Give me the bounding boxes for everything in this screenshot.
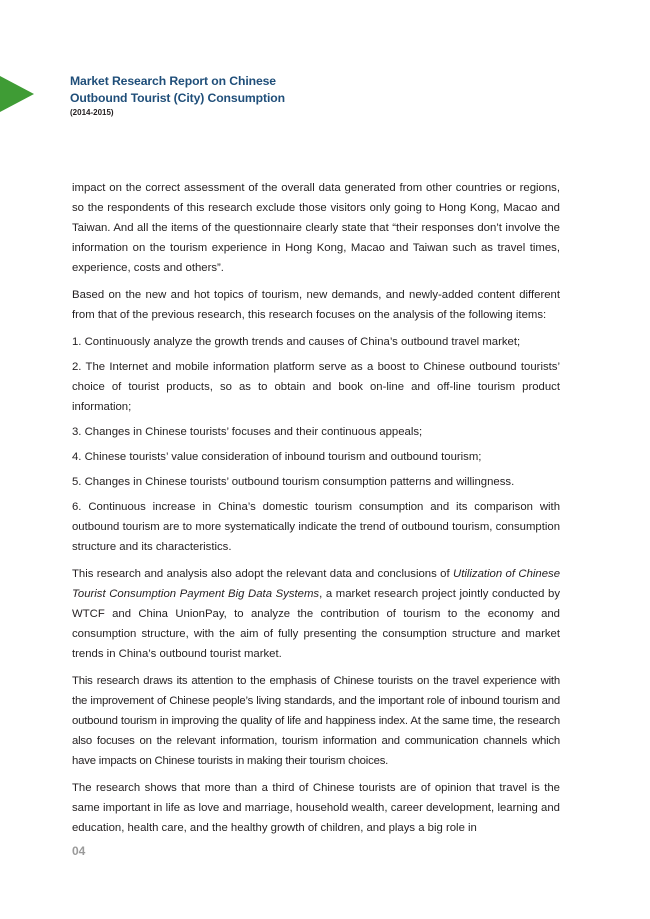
paragraph-3-text-a: This research and analysis also adopt the relevant data and conclusions of [72,568,453,580]
header-title-line-2: Outbound Tourist (City) Consumption [70,90,285,105]
paragraph-1: impact on the correct assessment of the overall data generated from other countries or regions, so the respondents of this research exclude those visitors only going to Hong Kong, Macao and Taiwan. And all the items of the questionnaire clearly state that “their responses don’t involve the information on the tourism experience in Hong Kong, Macao and Taiwan such as travel times, experience, costs and others”. [72,182,560,274]
paragraph-3 [72,564,560,664]
list-item-1: 1. Continuously analyze the growth trends and causes of China’s outbound travel market; [72,336,521,348]
page-number: 04 [72,844,86,858]
paragraph-5: The research shows that more than a third of Chinese tourists are of opinion that travel is the same important in life as love and marriage, household wealth, career development, learning and education, health care, and the healthy growth of children, and plays a big role in [72,782,560,834]
list-item-2: 2. The Internet and mobile information platform serve as a boost to Chinese outbound tourists’ choice of tourist products, so as to obtain and book on-line and off-line tourism product information; [72,361,560,413]
list-item-5: 5. Changes in Chinese tourists’ outbound tourism consumption patterns and willingness. [72,476,515,488]
paragraph-2: Based on the new and hot topics of tourism, new demands, and newly-added content different from that of the previous research, this research focuses on the analysis of the following items: [72,289,560,321]
body-text [72,178,560,845]
running-header [70,73,285,117]
paragraph-4: This research draws its attention to the emphasis of Chinese tourists on the travel experience with the improvement of Chinese people’s living standards, and the important role of inbound tourism and outbound tourism in improving the quality of life and happiness index. At the same time, the research also focuses on the relevant information, tourism information and communication channels which have impacts on Chinese tourists in making their tourism choices. [72,675,560,767]
header-title-line-1: Market Research Report on Chinese [70,74,276,88]
project-title-italic: Utilization of Chinese Tourist Consumption Payment Big Data Systems [72,568,560,600]
list-item-3: 3. Changes in Chinese tourists’ focuses and their continuous appeals; [72,426,423,438]
green-triangle-marker-icon [0,76,34,112]
list-item-4: 4. Chinese tourists’ value consideration of inbound tourism and outbound tourism; [72,451,482,463]
list-item-6: 6. Continuous increase in China’s domestic tourism consumption and its comparison with outbound tourism are to more systematically indicate the trend of outbound tourism, consumption structure and its characteristics. [72,501,560,553]
paragraph-3-text-b: , a market research project jointly conducted by WTCF and China UnionPay, to analyze the contribution of tourism to the economy and consumption structure, with the aim of fully presenting the consumption structure and market trends in China’s outbound tourist market. [72,588,560,660]
header-years: (2014-2015) [70,108,114,117]
